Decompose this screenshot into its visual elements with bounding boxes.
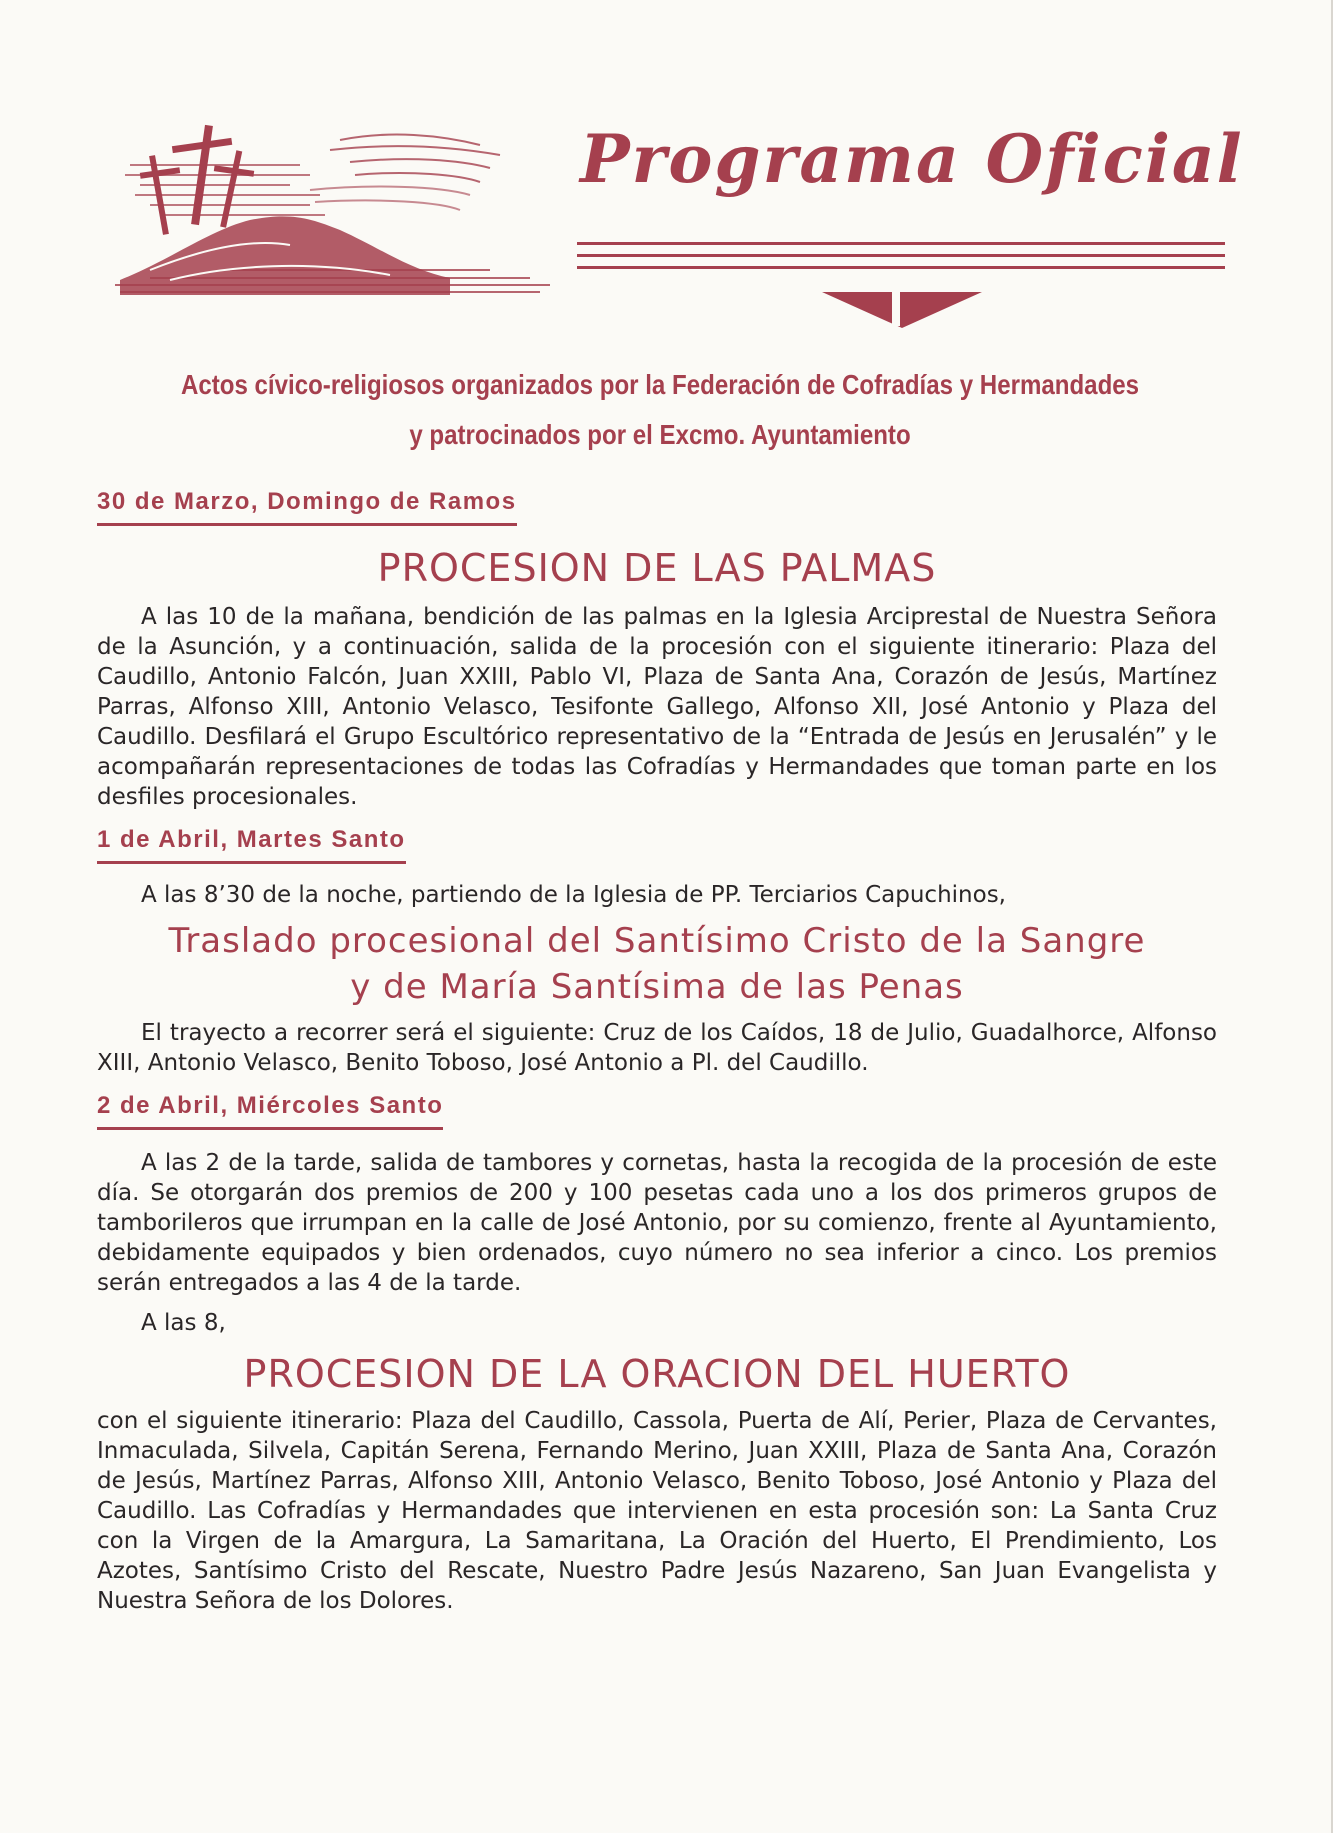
section-intro: A las 8’30 de la noche, partiendo de la Iglesia de PP. Terciarios Capuchinos,: [141, 882, 1006, 908]
procession-title: PROCESION DE LA ORACION DEL HUERTO: [243, 1352, 1071, 1396]
section-intro: A las 8,: [141, 1310, 226, 1336]
section-paragraph: con el siguiente itinerario: Plaza del Caudillo, Cassola, Puerta de Alí, Perier, Plaza de Cervantes, Inmaculada, Silvela, Capitán Serena, Fernando Merino, Juan XXIII, Plaza de Santa Ana, Corazón de Jesús, Martínez Parras, Alfonso XIII, Antonio Velasco, Benito Toboso, José Antonio y Plaza del Caudillo. Las Cofradías y Hermandades que intervienen en esta procesión son: La Santa Cruz con la Virgen de la Amargura, La Samaritana, La Oración del Huerto, El Prendimiento, Los Azotes, Santísimo Cristo del Rescate, Nuestro Padre Jesús Nazareno, San Juan Evangelista y Nuestra Señora de los Dolores.: [97, 1408, 1217, 1614]
program-content: [97, 488, 1217, 1616]
procession-title-line-1: Traslado procesional del Santísimo Cristo de la Sangre: [168, 921, 1146, 961]
section-date: 2 de Abril, Miércoles Santo: [97, 1092, 443, 1130]
section-paragraph: A las 2 de la tarde, salida de tambores y cornetas, hasta la recogida de la procesión de este día. Se otorgarán dos premios de 200 y 100 pesetas cada uno a los dos primeros grupos de tamborileros que irrumpan en la calle de José Antonio, por su comienzo, frente al Ayuntamiento, debidamente equipados y bien ordenados, cuyo número no sea inferior a cinco. Los premios serán entregados a las 4 de la tarde.: [97, 1150, 1217, 1296]
section-paragraph: El trayecto a recorrer será el siguiente: Cruz de los Caídos, 18 de Julio, Guadalhorce, Alfonso XIII, Antonio Velasco, Benito Toboso, José Antonio a Pl. del Caudillo.: [97, 1020, 1217, 1076]
down-arrow-icon: [822, 290, 982, 330]
section-date: 30 de Marzo, Domingo de Ramos: [97, 488, 517, 526]
subtitle: [170, 360, 1150, 460]
procession-title: PROCESION DE LAS PALMAS: [377, 546, 937, 590]
procession-title: [97, 918, 1217, 1010]
section-martes-santo: [97, 826, 1217, 1078]
subtitle-line-1: Actos cívico-religiosos organizados por la Federación de Cofradías y Hermandades: [180, 369, 1140, 400]
subtitle-line-2: y patrocinados por el Excmo. Ayuntamiento: [409, 419, 911, 450]
section-miercoles-santo: [97, 1092, 1217, 1616]
calvary-crosses-illustration: [110, 120, 560, 305]
section-domingo-de-ramos: [97, 488, 1217, 812]
header: [110, 120, 1244, 335]
document-title: Programa Oficial: [580, 120, 1244, 198]
section-paragraph: A las 10 de la mañana, bendición de las palmas en la Iglesia Arciprestal de Nuestra Señora de la Asunción, y a continuación, salida de la procesión con el siguiente itinerario: Plaza del Caudillo, Antonio Falcón, Juan XXIII, Pablo VI, Plaza de Santa Ana, Corazón de Jesús, Martínez Parras, Alfonso XIII, Antonio Velasco, Tesifonte Gallego, Alfonso XII, José Antonio y Plaza del Caudillo. Desfilará el Grupo Escultórico representativo de la “Entrada de Jesús en Jerusalén” y le acompañarán representaciones de todas las Cofradías y Hermandades que toman parte en los desfiles procesionales.: [97, 604, 1217, 810]
procession-title-line-2: y de María Santísima de las Penas: [350, 967, 964, 1007]
section-date: 1 de Abril, Martes Santo: [97, 826, 406, 864]
title-rules: [577, 242, 1225, 278]
